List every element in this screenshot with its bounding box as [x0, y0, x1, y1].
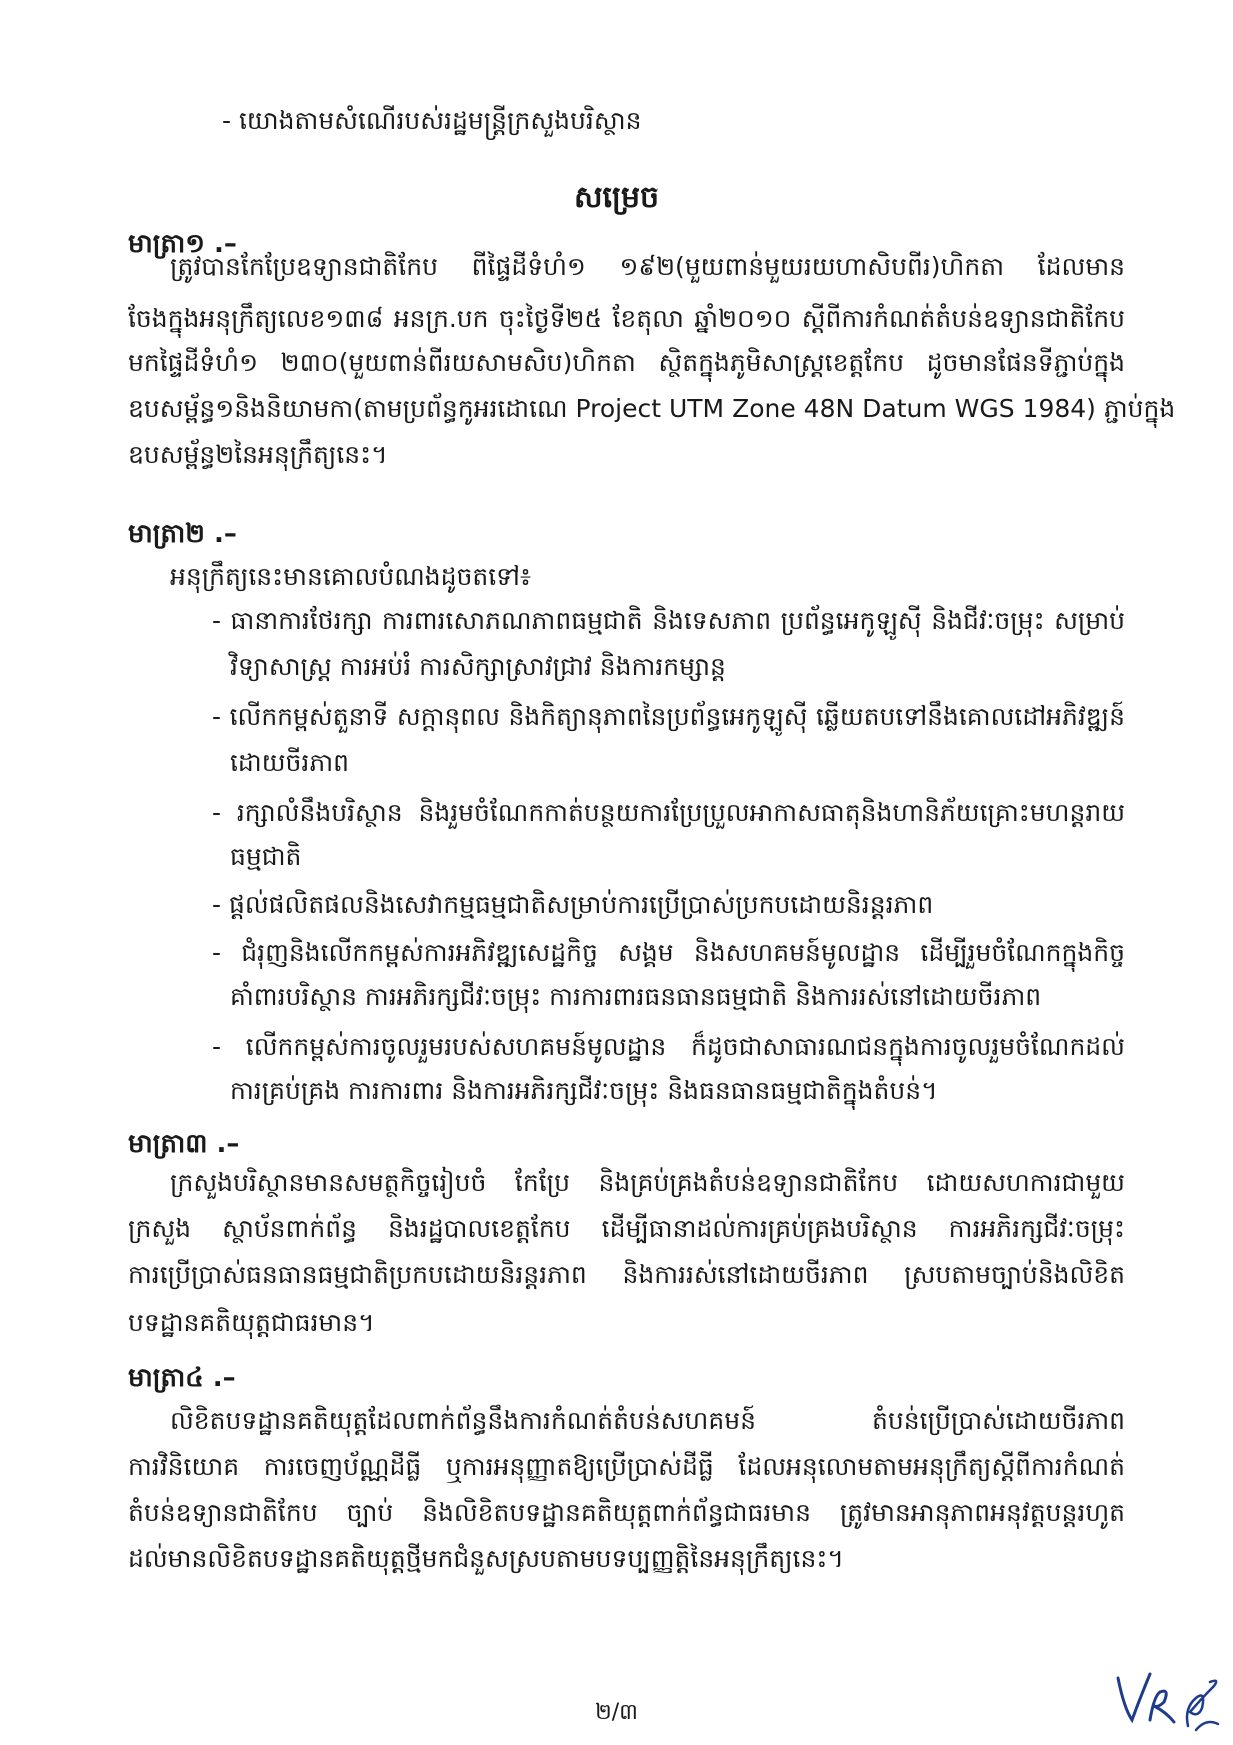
- article-1-line: ឧបសម្ព័ន្ធ១និងនិយាមកា(តាមប្រព័ន្ធកូអរដោណេ Project UTM Zone 48N Datum WGS 1984) ភ្ជាប់ក្នុង: [128, 394, 1176, 423]
- article-2-bullet: - ជំរុញនិងលើកកម្ពស់ការអភិវឌ្ឍសេដ្ឋកិច្ច សង្គម និងសហគមន៍មូលដ្ឋាន ដើម្បីរួមចំណែកក្នុងកិច្ច: [212, 938, 1125, 967]
- article-1-line: មកផ្ទៃដីទំហំ១ ២៣០(មួយពាន់ពីរយសាមសិប)ហិកតា ស្ថិតក្នុងភូមិសាស្ត្រខេត្តកែប ដូចមានផែនទីភ្ជាប់ក្នុង: [128, 348, 1125, 377]
- article-2-bullet: - លើកកម្ពស់តួនាទី សក្តានុពល និងកិត្យានុភាពនៃប្រព័ន្ធអេកូឡូស៊ី ឆ្លើយតបទៅនឹងគោលដៅអភិវឌ្ឍន៍: [212, 702, 1125, 731]
- article-3-line: ក្រសួងបរិស្ថានមានសមត្ថកិច្ចរៀបចំ កែប្រែ និងគ្រប់គ្រងតំបន់ឧទ្យានជាតិកែប ដោយសហការជាមួយ: [170, 1168, 1125, 1197]
- initials-signature: [1110, 1648, 1228, 1738]
- article-4-line: លិខិតបទដ្ឋានគតិយុត្តដែលពាក់ព័ន្ធនឹងការកំណត់តំបន់សហគមន៍ តំបន់ប្រើប្រាស់ដោយចីរភាព: [170, 1406, 1125, 1435]
- article-3-line: ការប្រើប្រាស់ធនធានធម្មជាតិប្រកបដោយនិរន្តរភាព និងការរស់នៅដោយចីរភាព ស្របតាមច្បាប់និងលិខិត: [128, 1260, 1125, 1289]
- article-2-heading: មាត្រា២ .–: [128, 519, 237, 549]
- article-2-bullet: - លើកកម្ពស់ការចូលរួមរបស់សហគមន៍មូលដ្ឋាន ក៏ដូចជាសាធារណជនក្នុងការចូលរួមចំណែកដល់: [212, 1032, 1125, 1061]
- article-2-bullet-continuation: ដោយចីរភាព: [230, 748, 350, 777]
- article-2-bullet-continuation: គាំពារបរិស្ថាន ការអភិរក្សជីវៈចម្រុះ ការការពារធនធានធម្មជាតិ និងការរស់នៅដោយចីរភាព: [230, 982, 1042, 1011]
- article-4-line: ការវិនិយោគ ការចេញប័ណ្ណដីធ្លី ឬការអនុញ្ញាតឱ្យប្រើប្រាស់ដីធ្លី ដែលអនុលោមតាមអនុក្រឹត្យស្តីពីការកំណត់: [128, 1452, 1125, 1481]
- article-1-line: ត្រូវបានកែប្រែឧទ្យានជាតិកែប ពីផ្ទៃដីទំហំ១ ១៩២(មួយពាន់មួយរយហាសិបពីរ)ហិកតា ដែលមាន: [170, 252, 1125, 281]
- article-2-intro: អនុក្រឹត្យនេះមានគោលបំណងដូចតទៅ៖: [170, 562, 531, 591]
- article-4-line: តំបន់ឧទ្យានជាតិកែប ច្បាប់ និងលិខិតបទដ្ឋានគតិយុត្តពាក់ព័ន្ធជាធរមាន ត្រូវមានអានុភាពអនុវត្តបន្តរហូត: [128, 1498, 1125, 1527]
- article-1-line: ចែងក្នុងអនុក្រឹត្យលេខ១៣៨ អនក្រ.បក ចុះថ្ងៃទី២៥ ខែតុលា ឆ្នាំ២០១០ ស្តីពីការកំណត់តំបន់ឧទ្យានជាតិកែប: [128, 304, 1125, 333]
- article-2-bullet-continuation: ធម្មជាតិ: [230, 842, 302, 871]
- article-2-bullet: - ផ្តល់ផលិតផលនិងសេវាកម្មធម្មជាតិសម្រាប់ការប្រើប្រាស់ប្រកបដោយនិរន្តរភាព: [212, 890, 934, 919]
- article-4-heading: មាត្រា៤ .–: [128, 1363, 236, 1393]
- article-3-line: បទដ្ឋានគតិយុត្តជាធរមាន។: [128, 1308, 375, 1337]
- article-2-bullet-continuation: វិទ្យាសាស្ត្រ ការអប់រំ ការសិក្សាស្រាវជ្រាវ និងការកម្សាន្ត: [230, 652, 726, 681]
- intro-line: - យោងតាមសំណើរបស់រដ្ឋមន្ត្រីក្រសួងបរិស្ថាន: [222, 106, 642, 135]
- article-2-bullet-continuation: ការគ្រប់គ្រង ការការពារ និងការអភិរក្សជីវៈចម្រុះ និងធនធានធម្មជាតិក្នុងតំបន់។: [230, 1076, 938, 1105]
- article-4-line: ដល់មានលិខិតបទដ្ឋានគតិយុត្តថ្មីមកជំនួសស្របតាមបទប្បញ្ញត្តិនៃអនុក្រឹត្យនេះ។: [128, 1544, 844, 1573]
- page-number: ២/៣: [595, 1700, 638, 1725]
- article-1-line: ឧបសម្ព័ន្ធ២នៃអនុក្រឹត្យនេះ។: [128, 440, 388, 469]
- article-3-heading: មាត្រា៣ .–: [128, 1129, 240, 1159]
- article-3-line: ក្រសួង ស្ថាប័នពាក់ព័ន្ធ និងរដ្ឋបាលខេត្តកែប ដើម្បីធានាដល់ការគ្រប់គ្រងបរិស្ថាន ការអភិរក្សជីវៈចម្រុះ: [128, 1214, 1125, 1243]
- article-2-bullet: - រក្សាលំនឹងបរិស្ថាន និងរួមចំណែកកាត់បន្ថយការប្រែប្រួលអាកាសធាតុនិងហានិភ័យគ្រោះមហន្តរាយ: [212, 798, 1125, 827]
- decision-title: សម្រេច: [573, 180, 660, 215]
- article-2-bullet: - ធានាការថែរក្សា ការពារសោភណភាពធម្មជាតិ និងទេសភាព ប្រព័ន្ធអេកូឡូស៊ី និងជីវៈចម្រុះ សម្រាប់: [212, 606, 1125, 635]
- article-1-heading: មាត្រា១ .–: [128, 229, 237, 259]
